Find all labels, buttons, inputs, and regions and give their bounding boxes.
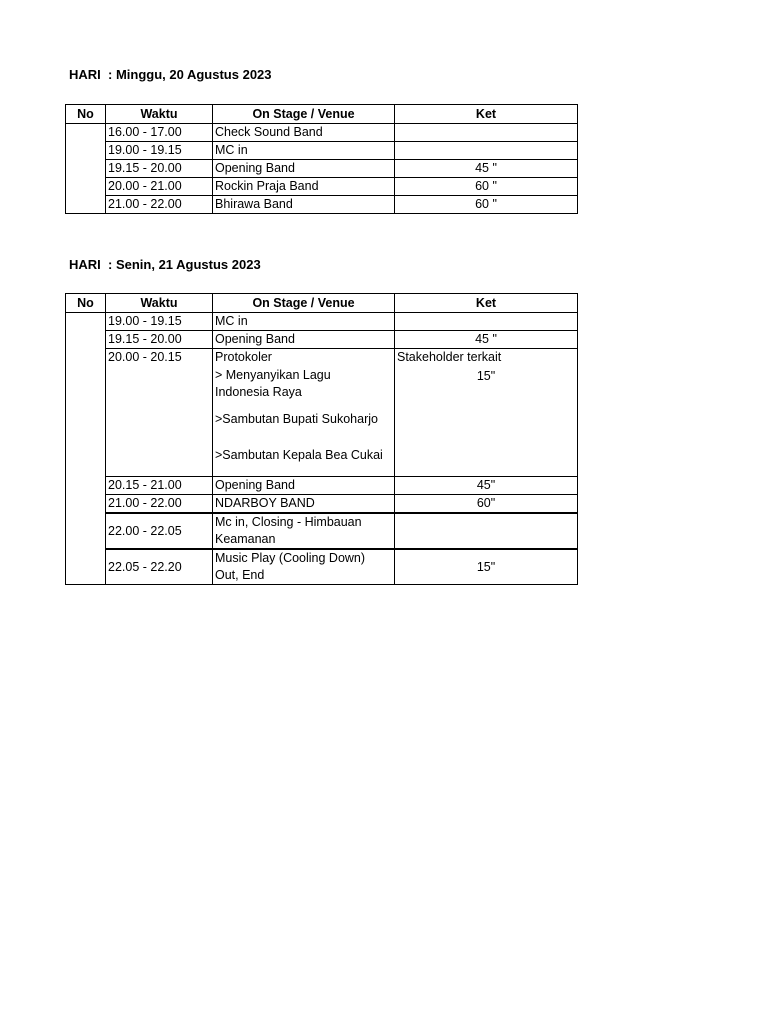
day1-schedule-table — [65, 104, 578, 214]
venue-line: >Sambutan Kepala Bea Cukai — [215, 448, 383, 462]
table-row — [66, 160, 578, 178]
venue-line: Protokoler — [215, 350, 272, 364]
table-row — [66, 513, 578, 549]
venue-cell — [213, 349, 395, 477]
waktu-cell: 22.05 - 22.20 — [106, 549, 213, 585]
day2-heading — [69, 257, 261, 272]
venue-line: Out, End — [215, 568, 265, 582]
waktu-cell: 22.00 - 22.05 — [106, 513, 213, 549]
waktu-cell: 19.00 - 19.15 — [106, 142, 213, 160]
venue-cell: Rockin Praja Band — [213, 178, 395, 196]
day1-label: HARI — [69, 67, 101, 82]
venue-cell: MC in — [213, 313, 395, 331]
ket-cell — [395, 513, 578, 549]
waktu-cell: 21.00 - 22.00 — [106, 495, 213, 514]
venue-cell: Opening Band — [213, 331, 395, 349]
venue-line: Indonesia Raya — [215, 385, 302, 399]
venue-cell: NDARBOY BAND — [213, 495, 395, 514]
venue-cell — [213, 513, 395, 549]
venue-cell — [213, 549, 395, 585]
ket-cell: 60 " — [395, 178, 578, 196]
table-row — [66, 549, 578, 585]
venue-line: Mc in, Closing - Himbauan — [215, 515, 362, 529]
table-row — [66, 331, 578, 349]
waktu-cell: 21.00 - 22.00 — [106, 196, 213, 214]
ket-line: Stakeholder terkait — [397, 350, 502, 364]
ket-cell — [395, 142, 578, 160]
table-row — [66, 313, 578, 331]
header-ket: Ket — [395, 105, 578, 124]
waktu-cell: 19.15 - 20.00 — [106, 160, 213, 178]
venue-cell: Opening Band — [213, 477, 395, 495]
ket-cell: 60" — [395, 495, 578, 514]
table-header-row — [66, 105, 578, 124]
no-cell — [66, 313, 106, 585]
table-row — [66, 349, 578, 477]
table-row — [66, 477, 578, 495]
venue-line: Keamanan — [215, 532, 276, 546]
waktu-cell: 19.15 - 20.00 — [106, 331, 213, 349]
header-ket: Ket — [395, 294, 578, 313]
venue-line: >Sambutan Bupati Sukoharjo — [215, 412, 378, 426]
ket-cell: 45 " — [395, 160, 578, 178]
ket-cell — [395, 124, 578, 142]
ket-cell: 60 " — [395, 196, 578, 214]
table-header-row — [66, 294, 578, 313]
waktu-cell: 16.00 - 17.00 — [106, 124, 213, 142]
table-row — [66, 142, 578, 160]
table-row — [66, 495, 578, 514]
ket-cell: 45 " — [395, 331, 578, 349]
venue-cell: Bhirawa Band — [213, 196, 395, 214]
day2-date: : Senin, 21 Agustus 2023 — [108, 257, 261, 272]
venue-cell: MC in — [213, 142, 395, 160]
waktu-cell: 19.00 - 19.15 — [106, 313, 213, 331]
header-venue: On Stage / Venue — [213, 105, 395, 124]
header-waktu: Waktu — [106, 105, 213, 124]
table-row — [66, 124, 578, 142]
ket-cell — [395, 349, 578, 477]
ket-cell: 15" — [395, 549, 578, 585]
venue-line: > Menyanyikan Lagu — [215, 368, 331, 382]
day1-date: : Minggu, 20 Agustus 2023 — [108, 67, 272, 82]
day1-heading — [69, 67, 272, 82]
ket-cell: 45" — [395, 477, 578, 495]
ket-line: 15" — [476, 369, 496, 383]
header-no: No — [66, 105, 106, 124]
day2-schedule-table — [65, 293, 578, 585]
waktu-cell: 20.00 - 20.15 — [106, 349, 213, 477]
table-row — [66, 196, 578, 214]
ket-cell — [395, 313, 578, 331]
day2-label: HARI — [69, 257, 101, 272]
table-row — [66, 178, 578, 196]
venue-line: Music Play (Cooling Down) — [215, 551, 366, 565]
waktu-cell: 20.00 - 21.00 — [106, 178, 213, 196]
header-venue: On Stage / Venue — [213, 294, 395, 313]
venue-cell: Opening Band — [213, 160, 395, 178]
venue-cell: Check Sound Band — [213, 124, 395, 142]
header-no: No — [66, 294, 106, 313]
header-waktu: Waktu — [106, 294, 213, 313]
waktu-cell: 20.15 - 21.00 — [106, 477, 213, 495]
no-cell — [66, 124, 106, 214]
